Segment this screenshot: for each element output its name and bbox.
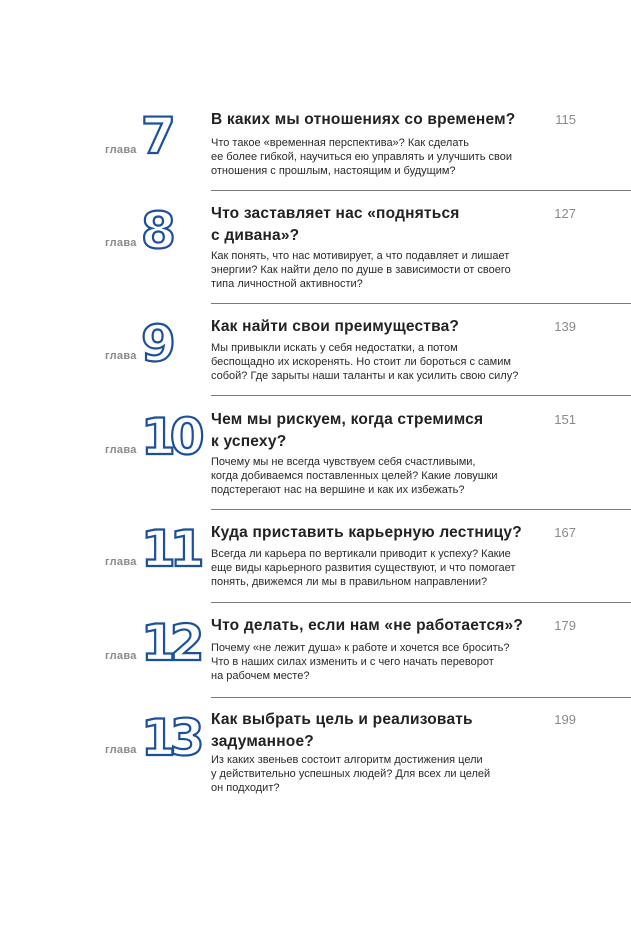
chapter-title-line: Как выбрать цель и реализовать — [211, 711, 473, 728]
chapter-title[interactable] — [211, 522, 541, 544]
chapter-title-line: Как найти свои преимущества? — [211, 318, 460, 335]
chapter-title-line: Что делать, если нам «не работается»? — [211, 617, 524, 634]
chapter-title[interactable] — [211, 316, 541, 338]
chapter-description — [211, 249, 551, 291]
chapter-title[interactable] — [211, 203, 541, 247]
chapter-number: 13 — [141, 709, 199, 767]
chapter-description-line: подстерегают нас на вершине и как их избежать? — [211, 484, 465, 496]
chapter-label: глава — [105, 556, 137, 568]
chapter-description-line: беспощадно их искоренять. Но стоит ли бороться с самим — [211, 356, 511, 368]
chapter-number: 8 — [141, 202, 170, 260]
chapter-description-line: собой? Где зарыты наши таланты и как усилить свою силу? — [211, 370, 519, 382]
chapter-divider — [211, 697, 631, 698]
chapter-description-line: энергии? Как найти дело по душе в зависимости от своего — [211, 264, 511, 276]
chapter-description-line: Что такое «временная перспектива»? Как сделать — [211, 137, 469, 149]
chapter-label: глава — [105, 650, 137, 662]
chapter-title-line: Чем мы рискуем, когда стремимся — [211, 411, 484, 428]
chapter-title-line: с дивана»? — [211, 227, 300, 244]
chapter-divider — [211, 602, 631, 603]
chapter-page-number[interactable]: 199 — [554, 712, 576, 727]
chapter-title-line: В каких мы отношениях со временем? — [211, 111, 516, 128]
chapter-page-number[interactable]: 167 — [554, 525, 576, 540]
chapter-number: 11 — [141, 520, 199, 578]
chapter-description — [211, 641, 551, 683]
chapter-label: глава — [105, 350, 137, 362]
chapter-divider — [211, 190, 631, 191]
chapter-description — [211, 341, 551, 383]
chapter-label: глава — [105, 144, 137, 156]
chapter-title[interactable] — [211, 109, 541, 131]
chapter-description-line: он подходит? — [211, 782, 280, 794]
chapter-title-line: Что заставляет нас «подняться — [211, 205, 460, 222]
chapter-divider — [211, 303, 631, 304]
chapter-description-line: на рабочем месте? — [211, 670, 310, 682]
chapter-description-line: Почему мы не всегда чувствуем себя счастливыми, — [211, 456, 476, 468]
chapter-title[interactable] — [211, 709, 541, 753]
chapter-number: 9 — [141, 315, 170, 373]
chapter-description-line: типа личностной активности? — [211, 278, 363, 290]
chapter-description — [211, 753, 551, 795]
chapter-description-line: Как понять, что нас мотивирует, а что подавляет и лишает — [211, 250, 510, 262]
chapter-description-line: у действительно успешных людей? Для всех ли целей — [211, 768, 491, 780]
chapter-divider — [211, 395, 631, 396]
chapter-description-line: еще виды карьерного развития существуют, и что помогает — [211, 562, 516, 574]
chapter-title-line: к успеху? — [211, 433, 287, 450]
chapter-description — [211, 547, 551, 589]
chapter-description — [211, 455, 551, 497]
chapter-number: 12 — [141, 614, 199, 672]
chapter-description-line: Что в наших силах изменить и с чего начать переворот — [211, 656, 494, 668]
chapter-title[interactable] — [211, 409, 541, 453]
chapter-description-line: ее более гибкой, научиться ею управлять и улучшить свои — [211, 151, 512, 163]
chapter-description-line: Почему «не лежит душа» к работе и хочется все бросить? — [211, 642, 510, 654]
chapter-label: глава — [105, 444, 137, 456]
chapter-description-line: понять, движемся ли мы в правильном направлении? — [211, 576, 488, 588]
chapter-description-line: отношения с прошлым, настоящим и будущим? — [211, 165, 456, 177]
chapter-number: 10 — [141, 408, 199, 466]
chapter-title-line: Куда приставить карьерную лестницу? — [211, 524, 522, 541]
chapter-label: глава — [105, 237, 137, 249]
chapter-page-number[interactable]: 179 — [554, 618, 576, 633]
chapter-description — [211, 136, 551, 178]
chapter-title[interactable] — [211, 615, 541, 637]
chapter-title-line: задуманное? — [211, 733, 314, 750]
chapter-page-number[interactable]: 151 — [554, 412, 576, 427]
chapter-page-number[interactable]: 115 — [555, 112, 576, 127]
chapter-page-number[interactable]: 127 — [554, 206, 576, 221]
chapter-description-line: Мы привыкли искать у себя недостатки, а потом — [211, 342, 458, 354]
chapter-divider — [211, 509, 631, 510]
chapter-page-number[interactable]: 139 — [554, 319, 576, 334]
chapter-description-line: Всегда ли карьера по вертикали приводит к успеху? Какие — [211, 548, 511, 560]
chapter-number: 7 — [141, 107, 170, 165]
chapter-description-line: Из каких звеньев состоит алгоритм достижения цели — [211, 754, 483, 766]
chapter-label: глава — [105, 744, 137, 756]
chapter-description-line: когда добиваемся поставленных целей? Какие ловушки — [211, 470, 498, 482]
